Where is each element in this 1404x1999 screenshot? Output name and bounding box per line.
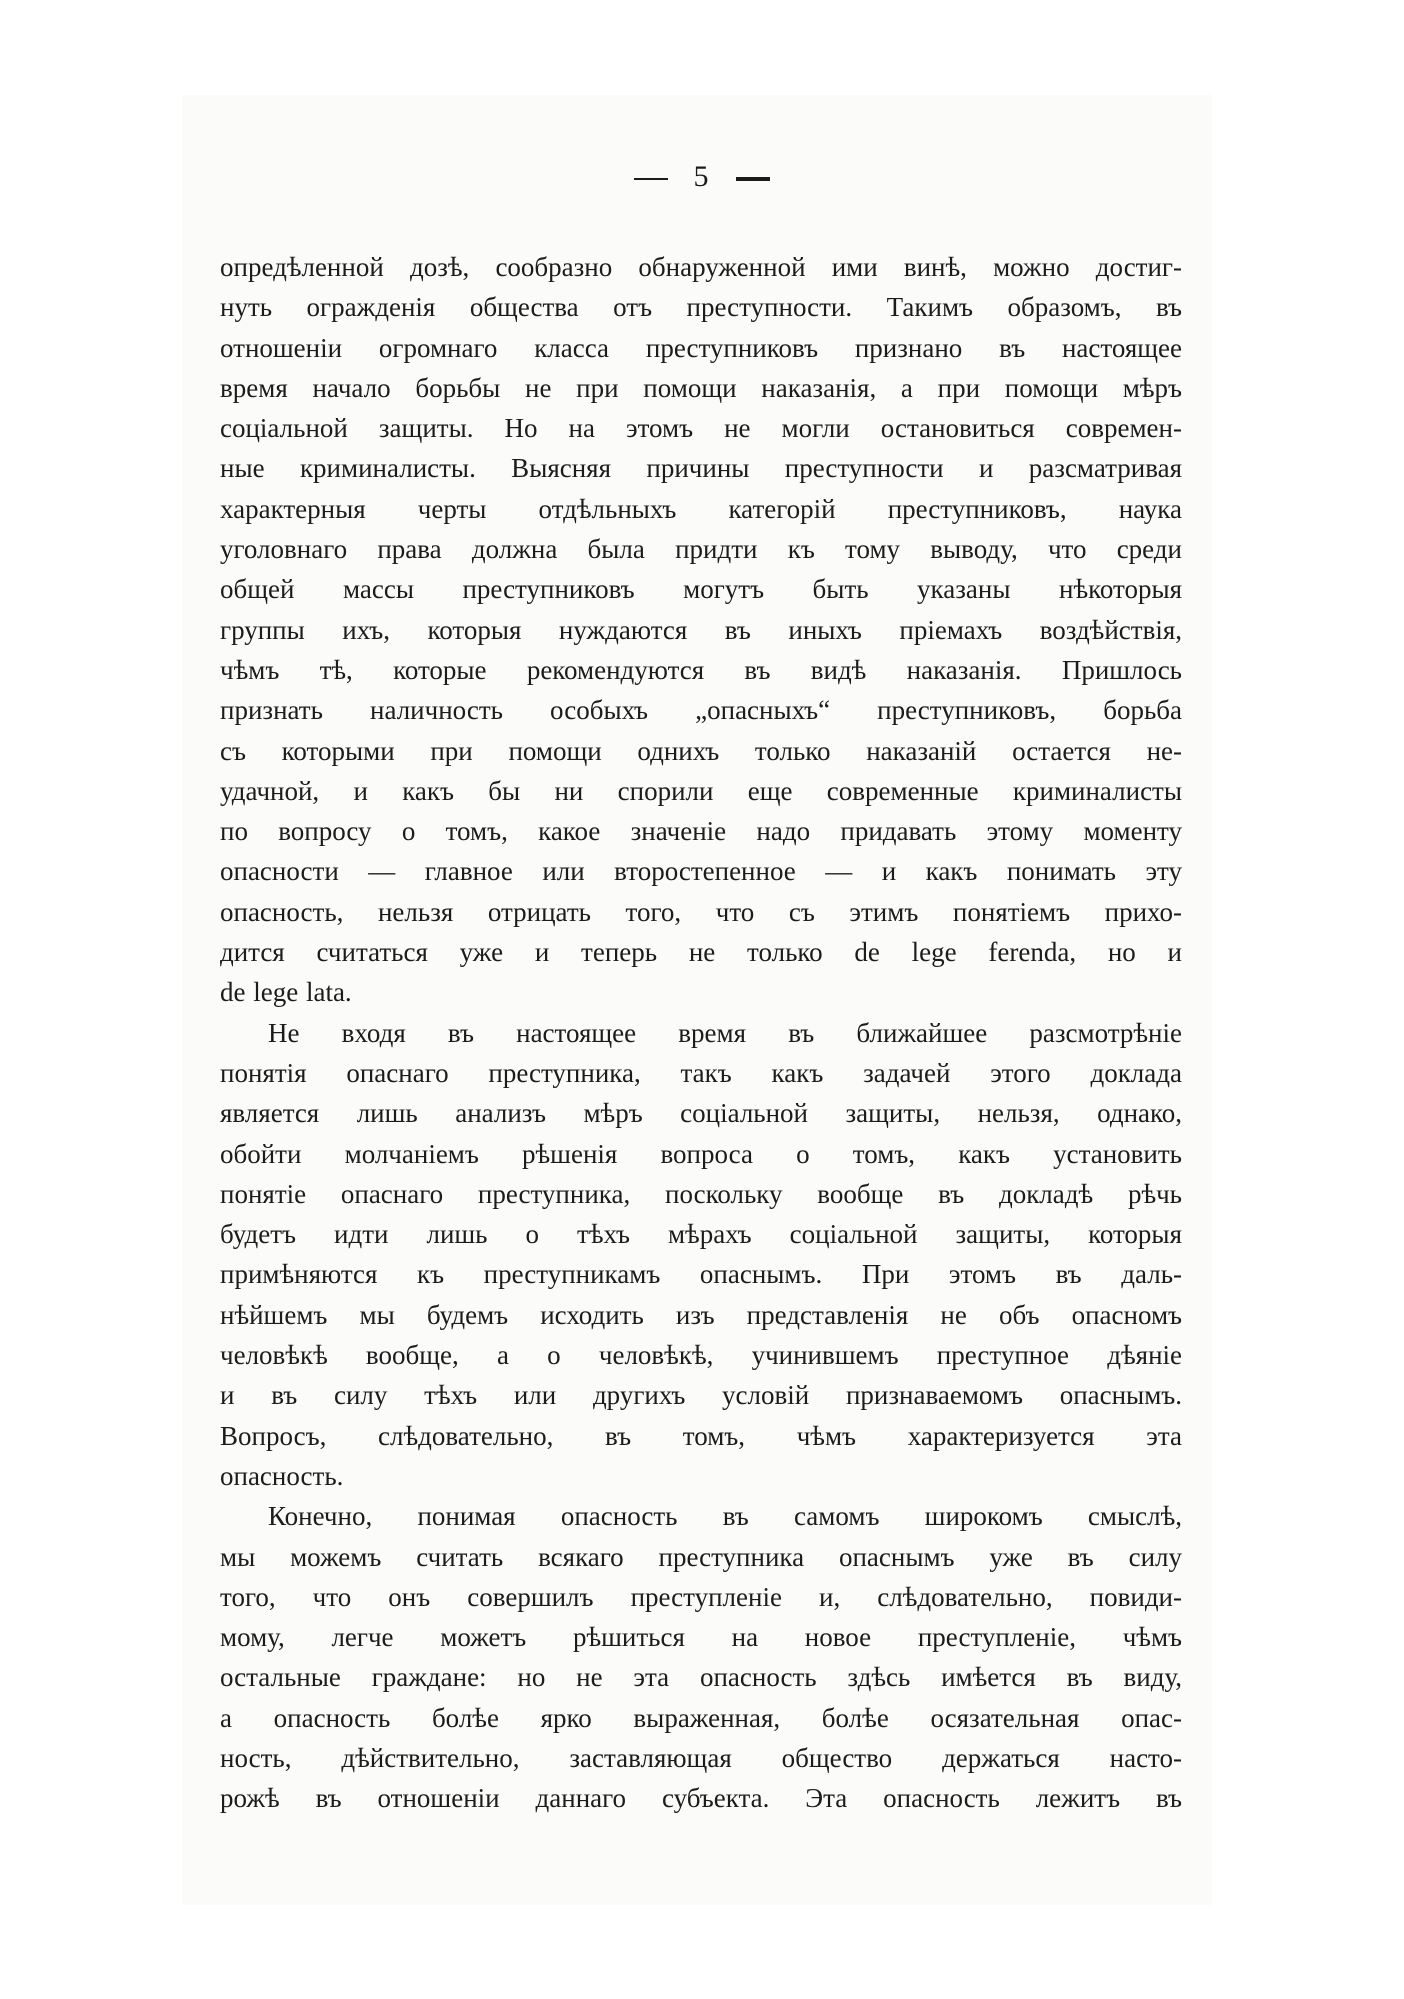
text-line: опредѣленной дозѣ, сообразно обнаруженной ими винѣ, можно достиг-	[220, 252, 1182, 282]
text-line: будетъ идти лишь о тѣхъ мѣрахъ соціальной защиты, которыя	[220, 1219, 1182, 1250]
text-line: понятіе опаснаго преступника, поскольку вообще въ докладѣ рѣчь	[220, 1178, 1182, 1209]
text-line: отношеніи огромнаго класса преступниковъ признано въ настоящее	[220, 332, 1182, 363]
text-line: чѣмъ тѣ, которые рекомендуются въ видѣ наказанія. Пришлось	[220, 654, 1182, 685]
page-number-value: 5	[693, 160, 711, 193]
text-line: мому, легче можетъ рѣшиться на новое преступленіе, чѣмъ	[220, 1622, 1182, 1653]
text-line: опасности — главное или второстепенное — и какъ понимать эту	[220, 856, 1182, 887]
text-line: примѣняются къ преступникамъ опаснымъ. При этомъ въ даль-	[220, 1259, 1182, 1290]
page-number-dash-left	[634, 178, 668, 180]
paragraph-2	[220, 1013, 1182, 1497]
text-line: уголовнаго права должна была придти къ тому выводу, что среди	[220, 534, 1182, 565]
text-line: de lege lata.	[220, 977, 352, 1008]
text-line: удачной, и какъ бы ни спорили еще современные криминалисты	[220, 775, 1182, 806]
text-line: Конечно, понимая опасность въ самомъ широкомъ смыслѣ,	[268, 1501, 1182, 1532]
page-number	[0, 160, 1404, 194]
text-line: время начало борьбы не при помощи наказанія, а при помощи мѣръ	[220, 372, 1182, 403]
text-line: дится считаться уже и теперь не только de lege ferenda, но и	[220, 937, 1182, 968]
text-line: общей массы преступниковъ могутъ быть указаны нѣкоторыя	[220, 574, 1182, 605]
text-line: ность, дѣйствительно, заставляющая общество держаться насто-	[220, 1742, 1182, 1773]
page-number-dash-right	[736, 177, 770, 181]
text-line: и въ силу тѣхъ или другихъ условій признаваемомъ опаснымъ.	[220, 1380, 1182, 1411]
text-line: нуть огражденія общества отъ преступности. Такимъ образомъ, въ	[220, 292, 1182, 323]
text-line: остальные граждане: но не эта опасность здѣсь имѣется въ виду,	[220, 1662, 1182, 1693]
text-line: того, что онъ совершилъ преступленіе и, слѣдовательно, повиди-	[220, 1581, 1182, 1612]
text-line: рожѣ въ отношеніи даннаго субъекта. Эта опасность лежитъ въ	[220, 1783, 1182, 1814]
text-line: человѣкѣ вообще, а о человѣкѣ, учинившемъ преступное дѣяніе	[220, 1340, 1182, 1371]
text-line: а опасность болѣе ярко выраженная, болѣе осязательная опас-	[220, 1702, 1182, 1733]
text-line: признать наличность особыхъ „опасныхъ“ преступниковъ, борьба	[220, 695, 1182, 726]
text-line: съ которыми при помощи однихъ только наказаній остается не-	[220, 735, 1182, 766]
text-line: группы ихъ, которыя нуждаются въ иныхъ пріемахъ воздѣйствія,	[220, 614, 1182, 645]
paragraph-3	[220, 1496, 1182, 1818]
text-line: нѣйшемъ мы будемъ исходить изъ представленія не объ опасномъ	[220, 1299, 1182, 1330]
body-text	[220, 247, 1182, 1819]
text-line: опасность.	[220, 1460, 344, 1491]
text-line: ные криминалисты. Выясняя причины преступности и разсматривая	[220, 453, 1182, 484]
text-line: Вопросъ, слѣдовательно, въ томъ, чѣмъ характеризуется эта	[220, 1420, 1182, 1451]
text-line: по вопросу о томъ, какое значеніе надо придавать этому моменту	[220, 816, 1182, 847]
text-line: мы можемъ считать всякаго преступника опаснымъ уже въ силу	[220, 1541, 1182, 1572]
text-line: опасность, нельзя отрицать того, что съ этимъ понятіемъ прихо-	[220, 896, 1182, 927]
text-line: обойти молчаніемъ рѣшенія вопроса о томъ, какъ установить	[220, 1138, 1182, 1169]
paragraph-1	[220, 247, 1182, 1013]
text-line: характерныя черты отдѣльныхъ категорій преступниковъ, наука	[220, 493, 1182, 524]
text-line: Не входя въ настоящее время въ ближайшее разсмотрѣніе	[268, 1017, 1182, 1048]
text-line: понятія опаснаго преступника, такъ какъ задачей этого доклада	[220, 1057, 1182, 1088]
text-line: является лишь анализъ мѣръ соціальной защиты, нельзя, однако,	[220, 1098, 1182, 1129]
text-line: соціальной защиты. Но на этомъ не могли остановиться современ-	[220, 413, 1182, 444]
